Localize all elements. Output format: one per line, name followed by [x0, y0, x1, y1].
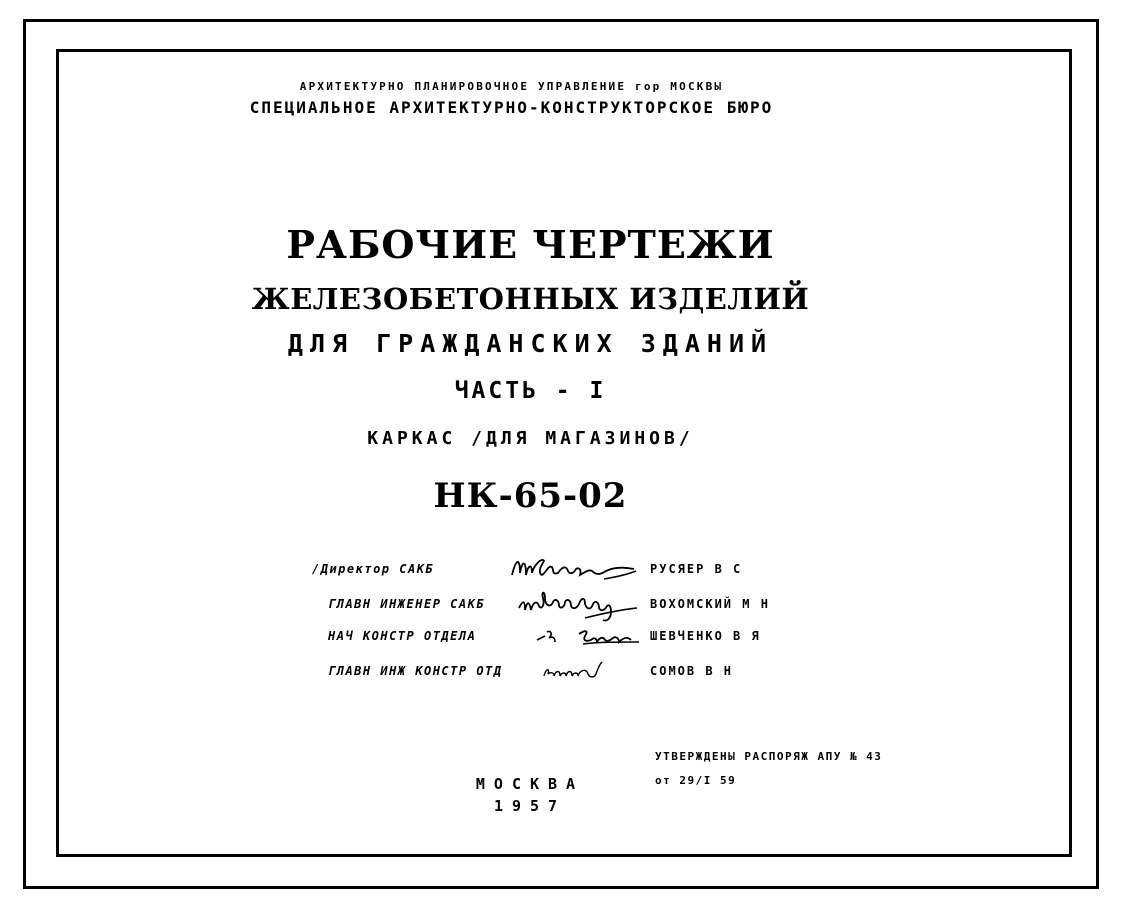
publication-year: 1957	[493, 797, 567, 815]
organization-line-1: АРХИТЕКТУРНО ПЛАНИРОВОЧНОЕ УПРАВЛЕНИЕ гор МОСКВЫ	[299, 80, 724, 93]
handwritten-signature-chief-design-engineer	[540, 658, 610, 682]
part-label: ЧАСТЬ - I	[454, 378, 607, 404]
approval-note-line-1: УТВЕРЖДЕНЫ РАСПОРЯЖ АПУ № 43	[655, 750, 883, 763]
document-title: РАБОЧИЕ ЧЕРТЕЖИ	[286, 222, 775, 267]
signatory-name-chief-engineer: ВОХОМСКИЙ М Н	[650, 597, 770, 611]
handwritten-signature-chief-engineer	[515, 588, 640, 624]
organization-line-2: СПЕЦИАЛЬНОЕ АРХИТЕКТУРНО-КОНСТРУКТОРСКОЕ БЮРО	[249, 98, 774, 117]
approval-note-line-2: от 29/I 59	[655, 774, 737, 787]
handwritten-signature-head-design	[535, 620, 645, 652]
signatory-name-director: РУСЯЕР В С	[650, 562, 743, 576]
handwritten-signature-director	[508, 553, 643, 585]
signatory-role-head-design: НАЧ КОНСТР ОТДЕЛА	[328, 629, 477, 643]
inner-frame	[56, 49, 1072, 857]
document-code: НК-65-02	[433, 476, 628, 516]
publication-city: МОСКВА	[475, 775, 585, 793]
signatory-role-chief-design-engineer: ГЛАВН ИНЖ КОНСТР ОТД	[328, 664, 503, 678]
document-subtitle-1: ЖЕЛЕЗОБЕТОННЫХ ИЗДЕЛИЙ	[251, 282, 810, 316]
signatory-role-chief-engineer: ГЛАВН ИНЖЕНЕР САКБ	[328, 597, 486, 611]
frame-label: КАРКАС /ДЛЯ МАГАЗИНОВ/	[367, 428, 694, 449]
signatory-role-director: /Директор САКБ	[312, 562, 435, 576]
document-subtitle-2: ДЛЯ ГРАЖДАНСКИХ ЗДАНИЙ	[287, 329, 774, 358]
signatory-name-head-design: ШЕВЧЕНКО В Я	[650, 629, 761, 643]
signatory-name-chief-design-engineer: СОМОВ В Н	[650, 664, 734, 678]
